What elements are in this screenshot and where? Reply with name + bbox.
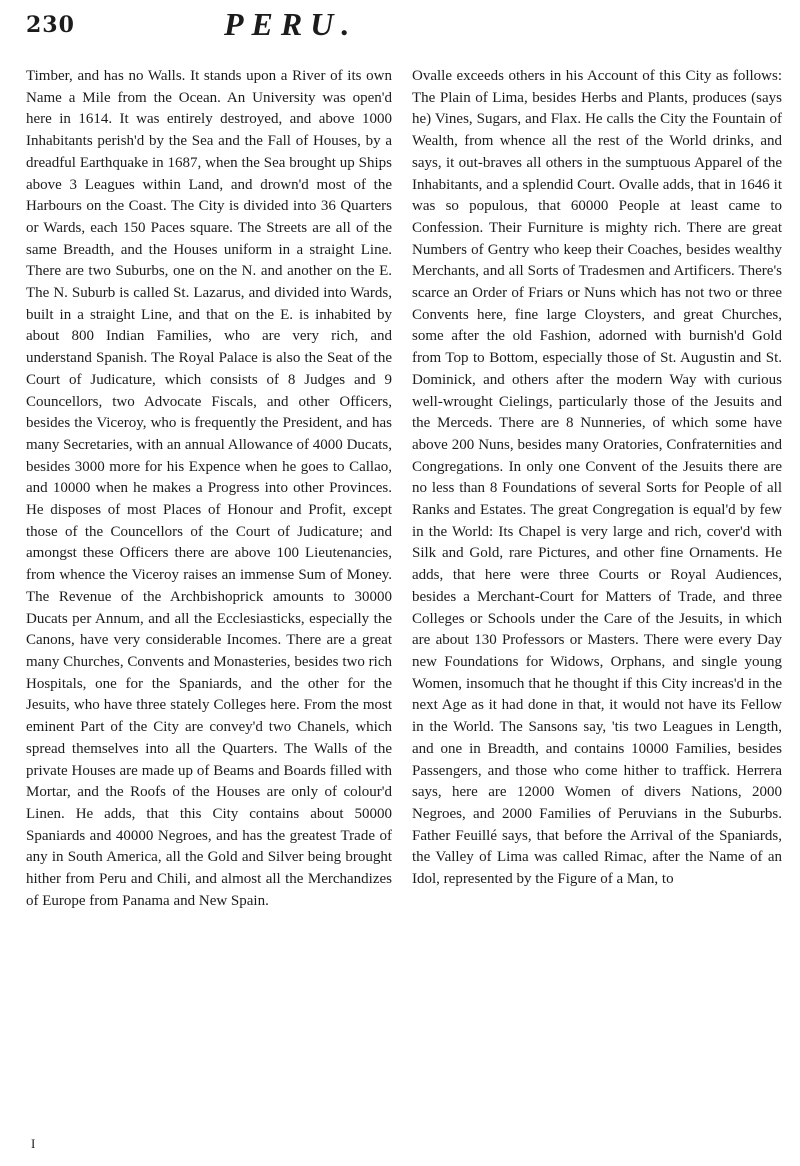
left-column-text: Timber, and has no Walls. It stands upon a River of its own Name a Mile from the Ocean. An University was open'd here in 1614. It was entirely destroyed, and above 1000 Inhabitants perish'd by the Sea and the Fall of Houses, by a dreadful Earthquake in 1687, when the Sea brought up Ships above 3 Leagues within Land, and drown'd most of the Harbours on the Coast. The City is divided into 36 Quarters or Wards, each 150 Paces square. The Streets are all of the same Breadth, and the Houses uniform in a straight Line. There are two Suburbs, one on the N. and another on the E. The N. Suburb is called St. Lazarus, and divided into Wards, built in a straight Line, and that on the E. is inhabited by about 800 Indian Families, who are very rich, and understand Spanish. The Royal Palace is also the Seat of the Court of Judicature, which consists of 8 Judges and 9 Councellors, two Advocate Fiscals, and other Officers, besides the Viceroy, who is frequently the President, and has many Secretaries, with an annual Allowance of 4000 Ducats, besides 3000 more for his Expence when he goes to Callao, and 10000 when he makes a Progress into other Provinces. He disposes of most Places of Honour and Profit, except those of the Councellors of the Court of Judicature; and amongst these Officers there are above 100 Lieutenancies, from whence the Viceroy raises an immense Sum of Money. The Revenue of the Archbishoprick amounts to 30000 Ducats per Annum, and all the Ecclesiasticks, especially the Canons, have very considerable Incomes. There are a great many Churches, Convents and Monasteries, besides two rich Hospitals, one for the Spaniards, and the other for the Jesuits, who have three stately Colleges here. From the most eminent Part of the City are convey'd two Chanels, which spread themselves into all the Quarters. The Walls of the private Houses are made up of Beams and Boards filled with Mortar, and the Roofs of the Houses are only of colour'd Linen. He adds, that this City contains about 50000 Spaniards and 40000 Negroes, and has the greatest Trade of any in South America, all the Gold and Silver being brought hither from Peru and Chili, and almost all the Merchandizes of Europe from Panama and New Spain. xyxy=(26,68,392,909)
running-title: PERU. xyxy=(224,6,358,42)
signature-mark: I xyxy=(31,1136,36,1151)
page-number: 230 xyxy=(26,12,75,38)
left-column xyxy=(26,66,392,1146)
page-header xyxy=(0,0,800,66)
right-column-text: Ovalle exceeds others in his Account of this City as follows: The Plain of Lima, besides Herbs and Plants, produces (says he) Vines, Sugars, and Flax. He calls the City the Fountain of Wealth, from whence all the rest of the World drinks, and says, it out-braves all others in the sumptuous Apparel of the Inhabitants, and a splendid Court. Ovalle adds, that in 1646 it was so populous, that 60000 People at least came to Confession. Their Furniture is mighty rich. There are great Numbers of Gentry who keep their Coaches, besides wealthy Merchants, and all Sorts of Tradesmen and Artificers. There's scarce an Order of Friars or Nuns which has not two or three Convents here, fine large Cloysters, and great Churches, some after the old Fashion, adorned with burnish'd Gold from Top to Bottom, especially those of St. Augustin and St. Dominick, and others after the modern Way with curious well-wrought Cielings, particularly those of the Jesuits and the Merceds. There are 8 Nunneries, of which some have above 200 Nuns, besides many Oratories, Confraternities and Congregations. In only one Convent of the Jesuits there are no less than 8 Foundations of several Sorts for People of all Ranks and Estates. The great Congregation is equal'd by few in the World: Its Chapel is very large and rich, cover'd with Silk and Gold, rare Pictures, and other fine Ornaments. He adds, that here were three Courts or Royal Audiences, besides a Merchant-Court for Matters of Trade, and three Colleges or Schools under the Care of the Jesuits, in which are about 130 Professors or Masters. There were every Day new Foundations for Widows, Orphans, and single young Women, insomuch that he thought if this City increas'd in the next Age as it had done in that, it would not have its Fellow in the World. The Sansons say, 'tis two Leagues in Length, and one in Breadth, and contains 10000 Families, besides Passengers, and those who come hither to traffick. Herrera says, here are 12000 Women of divers Nations, 2000 Negroes, and 2000 Families of Peruvians in the Suburbs. Father Feuillé says, that before the Arrival of the Spaniards, the Valley of Lima was called Rimac, after the Name of an Idol, represented by the Figure of a Man, to xyxy=(412,68,782,888)
right-column xyxy=(412,66,782,1146)
